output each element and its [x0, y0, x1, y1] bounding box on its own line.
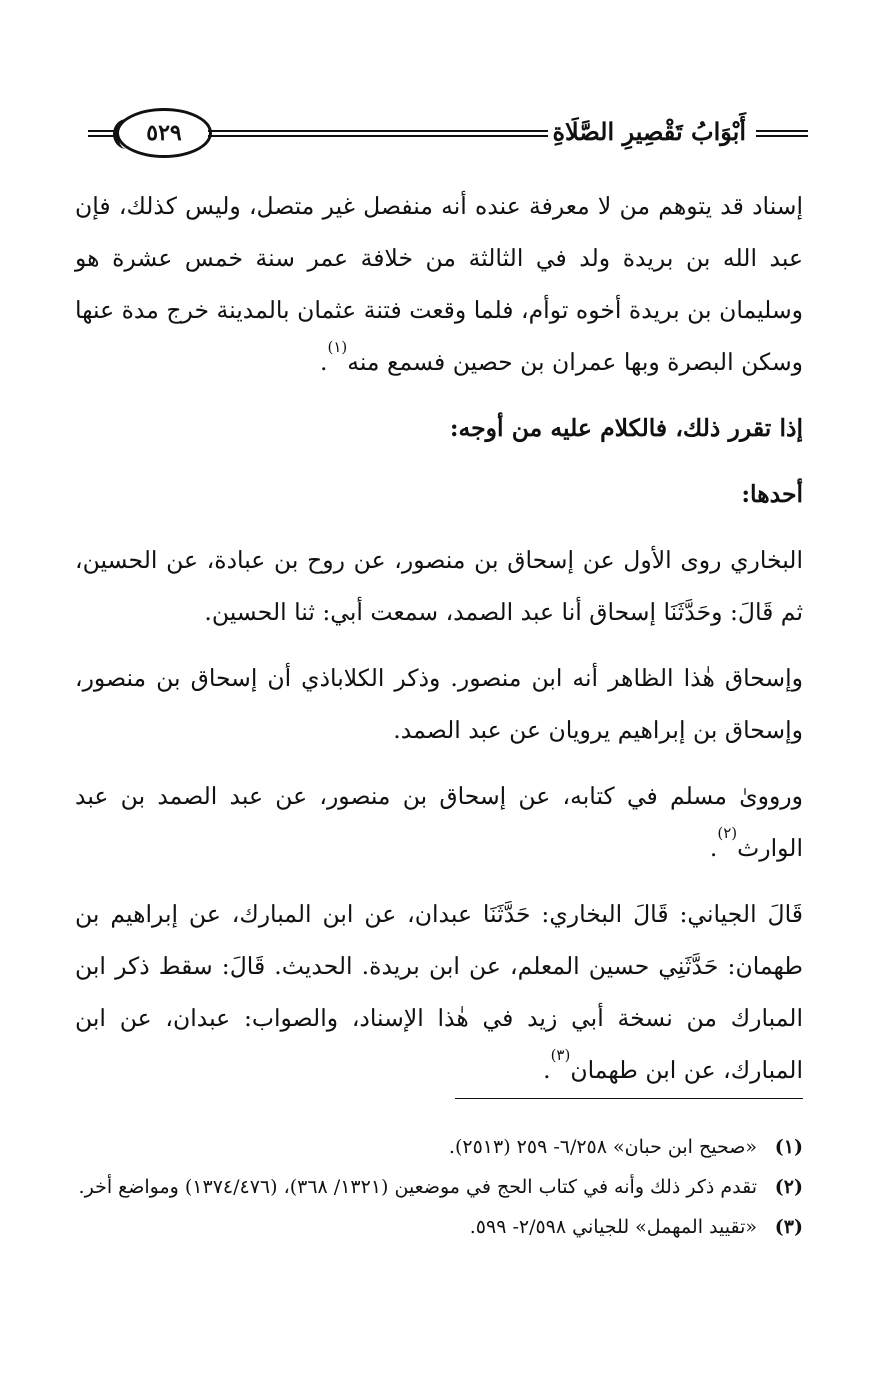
paragraph-3: وإسحاق هٰذا الظاهر أنه ابن منصور. وذكر الكلاباذي أن إسحاق بن منصور، وإسحاق بن إبراهيم يرويان عن عبد الصمد. [75, 664, 803, 744]
footnotes [73, 1130, 803, 1250]
footnote-ref-3[interactable]: (٣) [550, 1046, 571, 1064]
footnote-number: (٣) [774, 1216, 803, 1238]
paragraph-1 [75, 180, 803, 388]
footnote-ref-1[interactable]: (١) [327, 338, 348, 356]
running-title: أَبْوَابُ تَقْصِيرِ الصَّلَاةِ [552, 117, 746, 146]
paragraph-4-end: . [709, 834, 718, 862]
page-header [88, 108, 808, 164]
main-text [75, 180, 803, 1110]
page-number-badge [116, 108, 212, 158]
header-rule-right [756, 130, 808, 137]
footnote-text: «صحيح ابن حبان» ٦/٢٥٨- ٢٥٩ (٢٥١٣). [448, 1136, 757, 1158]
footnote-number: (١) [774, 1136, 803, 1158]
paragraph-1-text: إسناد قد يتوهم من لا معرفة عنده أنه منفصل غير متصل، وليس كذلك، فإن عبد الله بن بريدة ولد في الثالثة من خلافة عمر سنة خمس عشرة هو وسليمان بن بريدة أخوه توأم، فلما وقعت فتنة عثمان بالمدينة خرج مدة عنها وسكن البصرة وبها عمران بن حصين فسمع منه [75, 192, 803, 376]
paragraph-5-text: قَالَ الجياني: قَالَ البخاري: حَدَّثَنَا عبدان، عن ابن المبارك، عن إبراهيم بن طهمان: حَدَّثَنِي حسين المعلم، عن ابن بريدة. الحديث. قَالَ: سقط ذكر ابن المبارك من نسخة أبي زيد في هٰذا الإسناد، والصواب: عبدان، عن ابن المبارك، عن ابن طهمان [75, 900, 803, 1084]
paragraph-5 [75, 888, 803, 1096]
footnote-ref-2[interactable]: (٢) [717, 824, 738, 842]
paragraph-4-text: ورووىٰ مسلم في كتابه، عن إسحاق بن منصور، عن عبد الصمد بن عبد الوارث [75, 782, 803, 862]
section-heading: إذا تقرر ذلك، فالكلام عليه من أوجه: [449, 414, 803, 442]
paragraph-5-end: . [543, 1056, 551, 1084]
subheading-first-aspect: أحدها: [741, 480, 803, 508]
paragraph-4 [75, 770, 803, 874]
header-rule-left [88, 130, 118, 137]
footnote-text: «تقييد المهمل» للجياني ٢/٥٩٨- ٥٩٩. [469, 1216, 757, 1238]
header-rule-middle [208, 130, 548, 137]
page-number: ٥٢٩ [146, 120, 182, 146]
footnote-divider [455, 1098, 803, 1099]
footnote-number: (٢) [774, 1176, 803, 1198]
footnote-item [73, 1170, 803, 1204]
footnote-item [73, 1130, 803, 1164]
paragraph-1-end: . [319, 348, 328, 376]
paragraph-2: البخاري روى الأول عن إسحاق بن منصور، عن روح بن عبادة، عن الحسين، ثم قَالَ: وحَدَّثَنَا إسحاق أنا عبد الصمد، سمعت أبي: ثنا الحسين. [75, 546, 803, 626]
footnote-text: تقدم ذكر ذلك وأنه في كتاب الحج في موضعين (١٣٢١/ ٣٦٨)، (١٣٧٤/٤٧٦) ومواضع أخر. [78, 1176, 757, 1198]
footnote-item [73, 1210, 803, 1244]
